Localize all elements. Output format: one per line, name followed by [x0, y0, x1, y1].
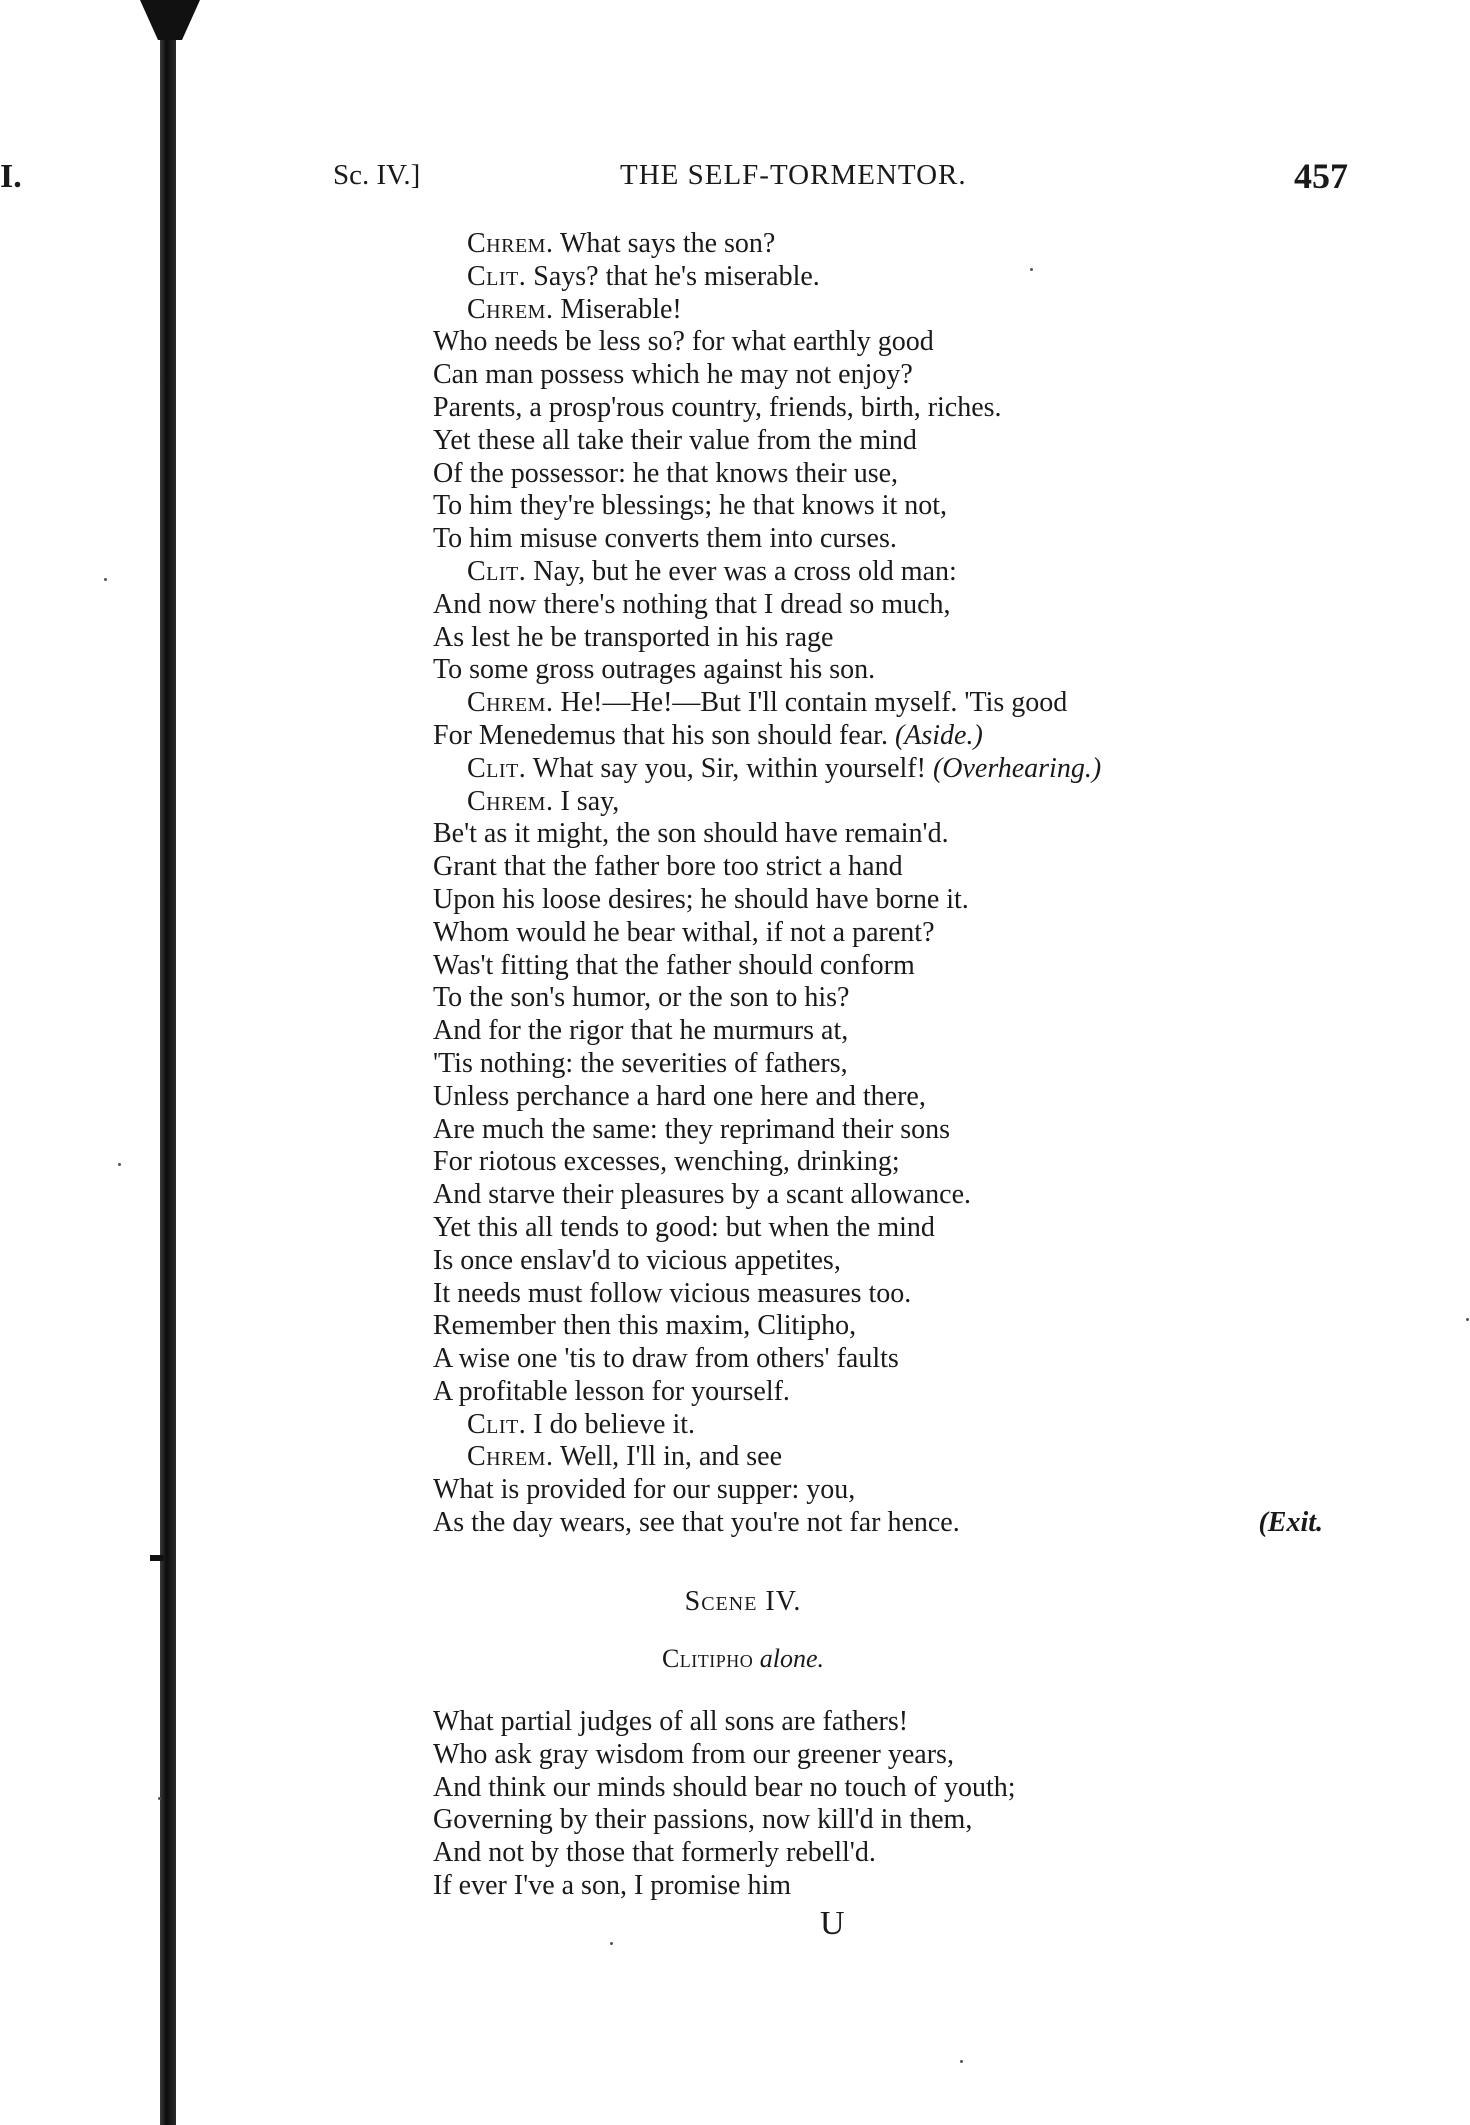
line-text: Was't fitting that the father should conform: [433, 949, 915, 981]
verse-line: [433, 589, 1353, 622]
line-text: I do believe it.: [526, 1408, 696, 1440]
book-binding-edge: [160, 0, 176, 2125]
line-text: To him they're blessings; he that knows it not,: [433, 490, 948, 522]
speaker-name: Chrem.: [467, 293, 554, 325]
line-text: For riotous excesses, wenching, drinking;: [433, 1146, 900, 1178]
verse-line: [433, 1474, 1353, 1507]
scene-heading: Scene IV.: [684, 1586, 802, 1617]
line-text: Is once enslav'd to vicious appetites,: [433, 1244, 841, 1276]
verse-line: [433, 1507, 1353, 1540]
stage-direction-exit: (Exit.: [1258, 1507, 1323, 1539]
verse-line: [433, 1015, 1353, 1048]
line-text: For Menedemus that his son should fear.: [433, 719, 895, 751]
verse-line: [433, 720, 1353, 753]
verse-line: [433, 1310, 1353, 1343]
line-text: Well, I'll in, and see: [553, 1441, 783, 1473]
page-number: 457: [1294, 156, 1348, 196]
scene-note: alone.: [759, 1644, 825, 1673]
verse-line: And think our minds should bear no touch of youth;: [433, 1771, 1016, 1803]
verse-line: Who ask gray wisdom from our greener years,: [433, 1738, 954, 1770]
section-label: Sc. IV.]: [333, 159, 421, 191]
line-text: He!—He!—But I'll contain myself. 'Tis good: [553, 687, 1068, 719]
line-text: And now there's nothing that I dread so much,: [433, 588, 951, 620]
line-text: Grant that the father bore too strict a hand: [433, 851, 903, 883]
verse-line: [433, 556, 1353, 589]
speaker-name: Chrem.: [467, 687, 554, 719]
line-text: Who needs be less so? for what earthly good: [433, 326, 934, 358]
verse-line: [433, 392, 1353, 425]
book-binding-flare: [140, 0, 200, 40]
line-text: To the son's humor, or the son to his?: [433, 982, 850, 1014]
verse-line: If ever I've a son, I promise him: [433, 1869, 792, 1901]
line-text: Whom would he bear withal, if not a parent?: [433, 916, 935, 948]
verse-line: [433, 1081, 1353, 1114]
speaker-name: Chrem.: [467, 785, 554, 817]
line-text: Parents, a prosp'rous country, friends, birth, riches.: [433, 391, 1002, 423]
line-text: Miserable!: [553, 293, 682, 325]
verse-line: [433, 851, 1353, 884]
verse-line: [433, 1212, 1353, 1245]
verse-line: [433, 1441, 1353, 1474]
verse-line: [433, 1048, 1353, 1081]
verse-line: [433, 294, 1353, 327]
verse-line: [433, 1179, 1353, 1212]
binding-mark: [150, 1555, 164, 1561]
line-text: Yet these all take their value from the mind: [433, 424, 917, 456]
margin-letter: I.: [0, 158, 22, 195]
line-text: Says? that he's miserable.: [526, 260, 820, 292]
line-text: Nay, but he ever was a cross old man:: [526, 555, 957, 587]
verse-line: [433, 622, 1353, 655]
speaker-name: Clit.: [467, 752, 527, 784]
speck: [960, 2060, 963, 2063]
verse-line: [433, 818, 1353, 851]
verse-line: [433, 982, 1353, 1015]
verse-line: [433, 458, 1353, 491]
verse-line: What partial judges of all sons are fathers!: [433, 1706, 909, 1737]
verse-line: [433, 786, 1353, 819]
line-text: I say,: [553, 785, 620, 817]
line-text: To him misuse converts them into curses.: [433, 523, 897, 555]
running-title: THE SELF-TORMENTOR.: [620, 159, 967, 191]
speaker-name: Chrem.: [467, 228, 554, 259]
verse-line: [433, 1278, 1353, 1311]
verse-line: [433, 687, 1353, 720]
verse-line: [433, 1114, 1353, 1147]
verse-line: Governing by their passions, now kill'd in them,: [433, 1804, 973, 1836]
speck: [158, 1797, 161, 1800]
verse-line: [433, 884, 1353, 917]
verse-line: [433, 359, 1353, 392]
line-text: Yet this all tends to good: but when the mind: [433, 1211, 935, 1243]
line-text: It needs must follow vicious measures too.: [433, 1277, 912, 1309]
verse-line: [433, 261, 1353, 294]
verse-line: [433, 425, 1353, 458]
verse-line: [433, 228, 1353, 261]
speck: [104, 578, 107, 581]
line-text: As lest he be transported in his rage: [433, 621, 834, 653]
line-text: A profitable lesson for yourself.: [433, 1375, 790, 1407]
verse-line: [433, 490, 1353, 523]
speck: [118, 1163, 121, 1166]
verse-line: [433, 654, 1353, 687]
stage-direction: (Overhearing.): [932, 752, 1102, 784]
speaker-name: Clit.: [467, 1408, 527, 1440]
line-text: What say you, Sir, within yourself!: [526, 752, 933, 784]
speaker-name: Clit.: [467, 555, 527, 587]
speaker-name: Chrem.: [467, 1441, 554, 1473]
scene-character: Clitipho: [661, 1644, 754, 1673]
verse-line: [433, 1146, 1353, 1179]
speck: [1466, 1318, 1469, 1321]
verse-line: [433, 523, 1353, 556]
speaker-name: Clit.: [467, 260, 527, 292]
monologue-block: [433, 1706, 1353, 1903]
line-text: Of the possessor: he that knows their use,: [433, 457, 899, 489]
line-text: Upon his loose desires; he should have borne it.: [433, 883, 969, 915]
line-text: And for the rigor that he murmurs at,: [433, 1015, 849, 1047]
stage-direction: (Aside.): [894, 719, 983, 751]
verse-line: [433, 950, 1353, 983]
line-text: A wise one 'tis to draw from others' faults: [433, 1343, 899, 1375]
line-text: Are much the same: they reprimand their sons: [433, 1113, 951, 1145]
running-header: [333, 155, 1348, 205]
verse-line: And not by those that formerly rebell'd.: [433, 1837, 876, 1869]
line-text: Remember then this maxim, Clitipho,: [433, 1310, 857, 1342]
verse-line: [433, 1376, 1353, 1409]
verse-line: [433, 326, 1353, 359]
line-text: What says the son?: [553, 228, 776, 259]
line-text: Be't as it might, the son should have remain'd.: [433, 818, 949, 850]
verse-line: [433, 753, 1353, 786]
line-text: To some gross outrages against his son.: [433, 654, 876, 686]
verse-line: [433, 1245, 1353, 1278]
scene-subheading: [433, 1644, 1053, 1674]
verse-line: [433, 1409, 1353, 1442]
dialogue-block: [433, 228, 1353, 1540]
line-text: Unless perchance a hard one here and there,: [433, 1080, 926, 1112]
verse-line: [433, 1343, 1353, 1376]
speck: [610, 1942, 613, 1945]
line-text: As the day wears, see that you're not far hence.: [433, 1507, 960, 1539]
line-text: Can man possess which he may not enjoy?: [433, 359, 913, 391]
line-text: 'Tis nothing: the severities of fathers,: [433, 1047, 848, 1079]
line-text: And starve their pleasures by a scant allowance.: [433, 1179, 972, 1211]
signature-mark: U: [820, 1905, 845, 1942]
line-text: What is provided for our supper: you,: [433, 1474, 856, 1506]
verse-line: [433, 917, 1353, 950]
